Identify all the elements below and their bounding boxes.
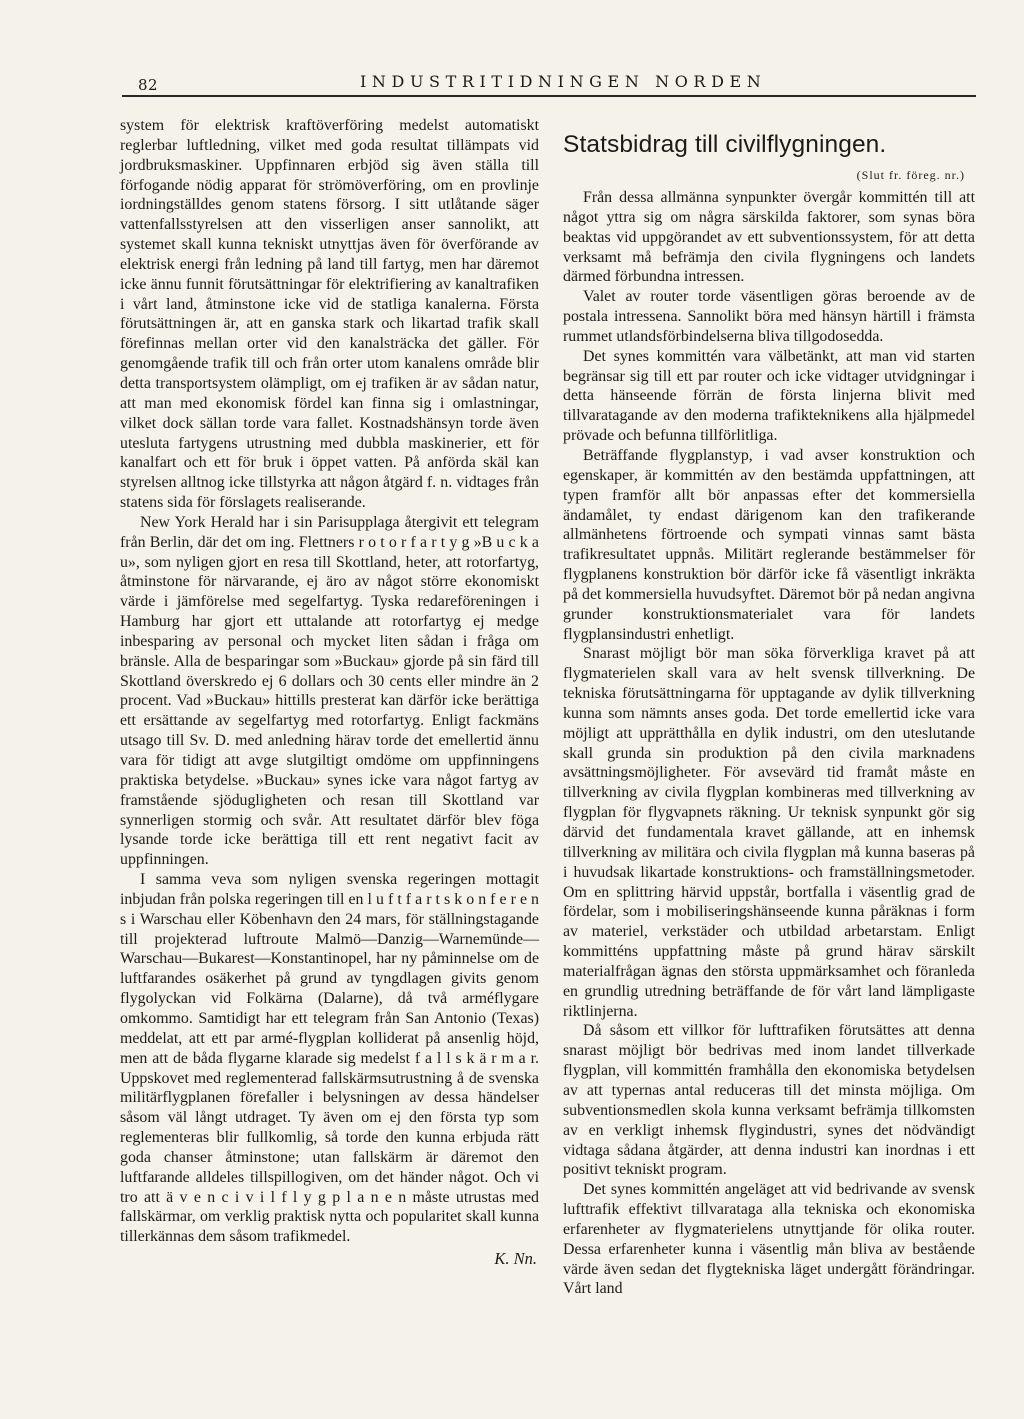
right-column [563,124,975,1299]
article-paragraph: Beträffande flygplanstyp, i vad avser konstruktion och egenskaper, är kommittén av den bestämda uppfattningen, att typen framför allt bör anpassas efter det kommersiella ändamålet, ty endast därigenom kan den trafikerande allmänhetens förtroende och sympati vinnas samt bästa trafikresultatet uppnås. Militärt reglerande bestämmelser för flygplanens konstruktion bör därför icke få väsentligt inkräkta på det kommersiella huvudsyftet. Däremot bör på nedan angivna grunder konstruktionsmaterialet vara för landets flygplansindustri enhetligt. [563,446,975,643]
article-paragraph: system för elektrisk kraftöverföring medelst automatiskt reglerbar luftledning, vilket med goda resultat tillämpats vid jordbruksmaskiner. Uppfinnaren erbjöd sig även ställa till förfogande nödig apparat för strömöverföring, om en provlinje iordningställdes genom statens försorg. I sitt utlåtande säger vattenfallsstyrelsen att den visserligen anser sannolikt, att systemet skall kunna tekniskt utnyttjas även för överförande av elektrisk energi från ledning på land till fartyg, men har däremot icke ännu funnit förutsättningar för elektrifiering av kanaltrafiken i vårt land, åtminstone icke vid de statliga kanalerna. Första förutsättningen är, att en ganska stark och likartad trafik skall förefinnas mellan orter vid den kanalsträcka det gäller. För genomgående trafik till och från orter utom kanalens område blir detta transportsystem olämpligt, om ej trafiken är av sådan natur, att man med ekonomisk fördel kan finna sig i omlastningar, vilket dock sällan torde vara fallet. Kostnadshänsyn torde även utesluta fartygens utrustning med dubbla maskinerier, ett för kanalfart och ett för bruk i öppet vatten. På anförda skäl kan styrelsen alltnog icke tillstyrka att någon åtgärd f. n. vidtages från statens sida för förslagets realiserande. [120,117,539,512]
article-paragraph: Snarast möjligt bör man söka förverkliga kravet på att flygmaterielen skall vara av helt svensk tillverkning. De tekniska förutsättningarna för upptagande av dylik tillverkning kunna som nämnts anses goda. Det torde emellertid icke vara möjligt att upprätthålla en dylik industri, om den uteslutande skall grunda sin produktion på den civila marknadens avsättningsmöjligheter. För avsevärd tid framåt måste en tillverkning av civila flygplan kombineras med tillverkning av flygplan för flygvapnets räkning. Ur teknisk synpunkt gör sig därvid det fundamentala kravet gällande, att en inhemsk tillverkning av militära och civila flygplan må kunna baseras på i huvudsak likartade konstruktions- och framställningsmetoder. Om en splittring härvid uppstår, bortfalla i väsentlig grad de fördelar, som i mobiliseringshänseende kunna påräknas i form av materiel, verkstäder och utbildad arbetarstam. Enligt kommitténs uppfattning måste på grund härav särskilt materialfrågan ägnas den största uppmärksamhet och föranleda en grundlig utredning beträffande de för vårt land lämpligaste riktlinjerna. [563,645,975,1020]
running-head: INDUSTRITIDNINGEN NORDEN [360,72,767,91]
continuation-note: (Slut fr. föreg. nr.) [856,168,965,182]
left-column [120,116,539,1269]
page-number: 82 [138,76,159,94]
article-paragraph: Det synes kommittén vara välbetänkt, att man vid starten begränsar sig till ett par router och icke vidtager utvidgningar i detta hänseende förrän de första linjerna blivit med tillvaratagande av den moderna trafikteknikens alla hjälpmedel prövade och befunna tillförlitliga. [563,347,975,445]
signature: K. Nn. [494,1249,537,1269]
article-paragraph: Det synes kommittén angeläget att vid bedrivande av svensk lufttrafik effektivt tillvarataga alla tekniska och ekonomiska erfarenheter av flygmaterielens utnyttjande för olika router. Dessa erfarenheter kunna i väsentlig mån bliva av bestående värde även sedan det flygtekniska läget undergått förändringar. Vårt land [563,1181,975,1298]
article-paragraph: I samma veva som nyligen svenska regeringen mottagit inbjudan från polska regeringen till en l u f t f a r t s k o n f e r e n s i Warschau eller Köbenhavn den 24 mars, för ställningstagande till projekterad luftroute Malmö—Danzig—Warnemünde—Warschau—Bukarest—Konstantinopel, har ny påminnelse om de luftfarandes osäkerhet på grund av tyngdlagen givits genom flygolyckan vid Folkärna (Dalarne), då två arméflygare omkommo. Samtidigt har ett telegram från San Antonio (Texas) meddelat, att ett par armé-flygplan kolliderat på ansenlig höjd, men att de båda flygarne klarade sig medelst f a l l s k ä r m a r. Uppskovet med reglementerad fallskärmsutrustning å de svenska militärflygplanen förefaller i belysningen av dessa händelser såsom väl långt utdraget. Ty även om ej den första typ som reglementeras blir fullkomlig, så torde den kunna erbjuda rätt goda chanser åtminstone; utan fallskärm är däremot den luftfarande alldeles tillspillogiven, om det händer något. Och vi tro att ä v e n c i v i l f l y g p l a n e n måste utrustas med fallskärmar, om verklig praktisk nytta och popularitet skall kunna tillerkännas dem såsom trafikmedel. [120,871,539,1246]
article-title: Statsbidrag till civilflygningen. [563,131,887,158]
article-paragraph: Valet av router torde väsentligen göras beroende av de postala intressena. Sannolikt böra med hänsyn härtill i främsta rummet utlandsförbindelserna bliva tillgodosedda. [563,288,975,345]
article-paragraph: Från dessa allmänna synpunkter övergår kommittén till att något yttra sig om några särskilda faktorer, som synas böra beaktas vid uppgörandet av ett subventionssystem, för att detta verksamt må befrämja den civila flygningens och landets därmed förbundna intressen. [563,189,975,286]
article-paragraph: Då såsom ett villkor för lufttrafiken förutsättes att denna snarast möjligt bör bedrivas med inom landet tillverkade flygplan, vill kommittén framhålla den ekonomiska betydelsen av att typernas antal reduceras till det minsta möjliga. Om subventionsmedlen skola kunna verksamt befrämja tillkomsten av en verkligt inhemsk flygindustri, synes det nödvändigt vidtaga sådana åtgärder, att denna industri kan inordnas i ett positivt tekniskt program. [563,1022,975,1179]
article-paragraph: New York Herald har i sin Parisupplaga återgivit ett telegram från Berlin, där det om ing. Flettners r o t o r f a r t y g »B u c k a u», som nyligen gjort en resa till Skottland, heter, att rotorfartyg, åtminstone för närvarande, ej äro av något större ekonomiskt värde i jämförelse med segelfartyg. Tyska redareföreningen i Hamburg har gjort ett uttalande att rotorfartyg ej medge inbesparing av personal och mycket liten sådan i fråga om bränsle. Alla de besparingar som »Buckau» gjorde på sin färd till Skottland överskredo ej 6 dollars och 30 cents eller mindre än 2 procent. Vad »Buckau» hittills presterat kan därför icke berättiga ett ersättande av segelfartyg med rotorfartyg. Enligt fackmäns utsago till Sv. D. med anledning härav torde det emellertid ännu vara för tidigt att avge slutgiltigt omdöme om uppfinningens praktiska betydelse. »Buckau» synes icke vara något fartyg av framstående sjödugligheten och resan till Skottland var synnerligen stormig och svår. Att resultatet därför blev föga lysande torde icke berättiga till ett rent negativt facit av uppfinningen. [120,513,539,869]
header-rule [122,95,976,97]
